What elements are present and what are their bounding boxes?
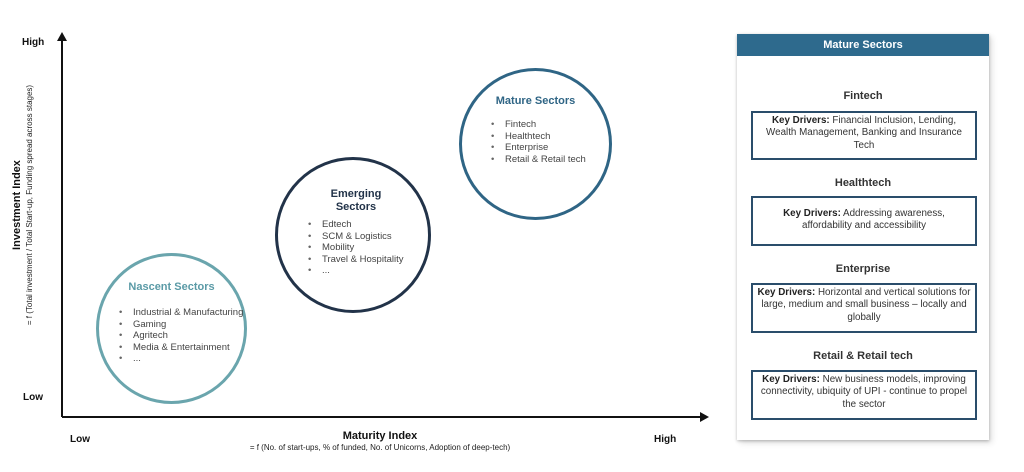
emerging-sectors-title: Emerging Sectors <box>330 188 382 213</box>
mature-sectors-circle <box>459 68 612 220</box>
nascent-sectors-title: Nascent Sectors <box>128 281 215 293</box>
x-axis-arrow-icon <box>700 412 709 422</box>
driver-text: Addressing awareness, affordability and accessibility <box>802 208 945 232</box>
list-item: • SCM & Logistics <box>308 231 428 243</box>
y-axis-line <box>61 40 63 417</box>
mature-sectors-list <box>491 119 601 165</box>
driver-text: Financial Inclusion, Lending, Wealth Management, Banking and Insurance Tech <box>766 115 962 151</box>
mature-sectors-title: Mature Sectors <box>495 95 576 107</box>
driver-box-retail <box>751 370 977 420</box>
x-axis-line <box>62 416 702 418</box>
key-drivers-label: Key Drivers: <box>762 374 820 385</box>
y-axis-title: Investment Index <box>11 160 23 250</box>
driver-text: Horizontal and vertical solutions for large, medium and small business – locally and globally <box>761 287 971 323</box>
key-drivers-label: Key Drivers: <box>757 287 816 298</box>
list-item: • Enterprise <box>491 142 601 154</box>
x-axis-title: Maturity Index <box>342 430 418 442</box>
y-axis-title-group <box>10 55 50 355</box>
list-item: • Agritech <box>119 330 244 342</box>
list-item: • Mobility <box>308 242 428 254</box>
x-axis-high-label: High <box>654 434 677 445</box>
sector-title-retail: Retail & Retail tech <box>813 350 913 362</box>
driver-box-enterprise <box>751 283 977 333</box>
panel-header: Mature Sectors <box>737 34 989 56</box>
nascent-sectors-circle <box>96 253 247 404</box>
emerging-sectors-list <box>308 219 428 277</box>
sector-title-fintech: Fintech <box>843 90 883 102</box>
list-item: • Edtech <box>308 219 428 231</box>
list-item: • Travel & Hospitality <box>308 254 428 266</box>
key-drivers-label: Key Drivers: <box>771 115 830 126</box>
list-item: • Media & Entertainment <box>119 342 244 354</box>
key-drivers-label: Key Drivers: <box>783 208 841 219</box>
driver-box-fintech <box>751 111 977 160</box>
x-axis-low-label: Low <box>70 434 90 445</box>
list-item: • Retail & Retail tech <box>491 154 601 166</box>
driver-text: New business models, improving connectivity, ubiquity of UPI - continue to propel the sector <box>760 374 968 410</box>
y-axis-high-label: High <box>22 37 45 48</box>
sector-title-healthtech: Healthtech <box>834 177 892 189</box>
nascent-sectors-list <box>119 307 244 365</box>
list-item: • Fintech <box>491 119 601 131</box>
mature-sectors-panel <box>737 34 989 440</box>
list-item: • ... <box>119 353 244 365</box>
list-item: • Healthtech <box>491 131 601 143</box>
y-axis-subtitle: = f (Total investment / Total Start-up, Funding spread across stages) <box>25 84 34 326</box>
x-axis-subtitle: = f (No. of start-ups, % of funded, No. of Unicorns, Adoption of deep-tech) <box>249 443 511 452</box>
driver-box-healthtech <box>751 196 977 246</box>
y-axis-arrow-icon <box>57 32 67 41</box>
list-item: • Gaming <box>119 319 244 331</box>
sector-title-enterprise: Enterprise <box>835 263 891 275</box>
list-item: • Industrial & Manufacturing <box>119 307 244 319</box>
emerging-sectors-circle <box>275 157 431 313</box>
list-item: • ... <box>308 265 428 277</box>
y-axis-low-label: Low <box>23 392 43 403</box>
